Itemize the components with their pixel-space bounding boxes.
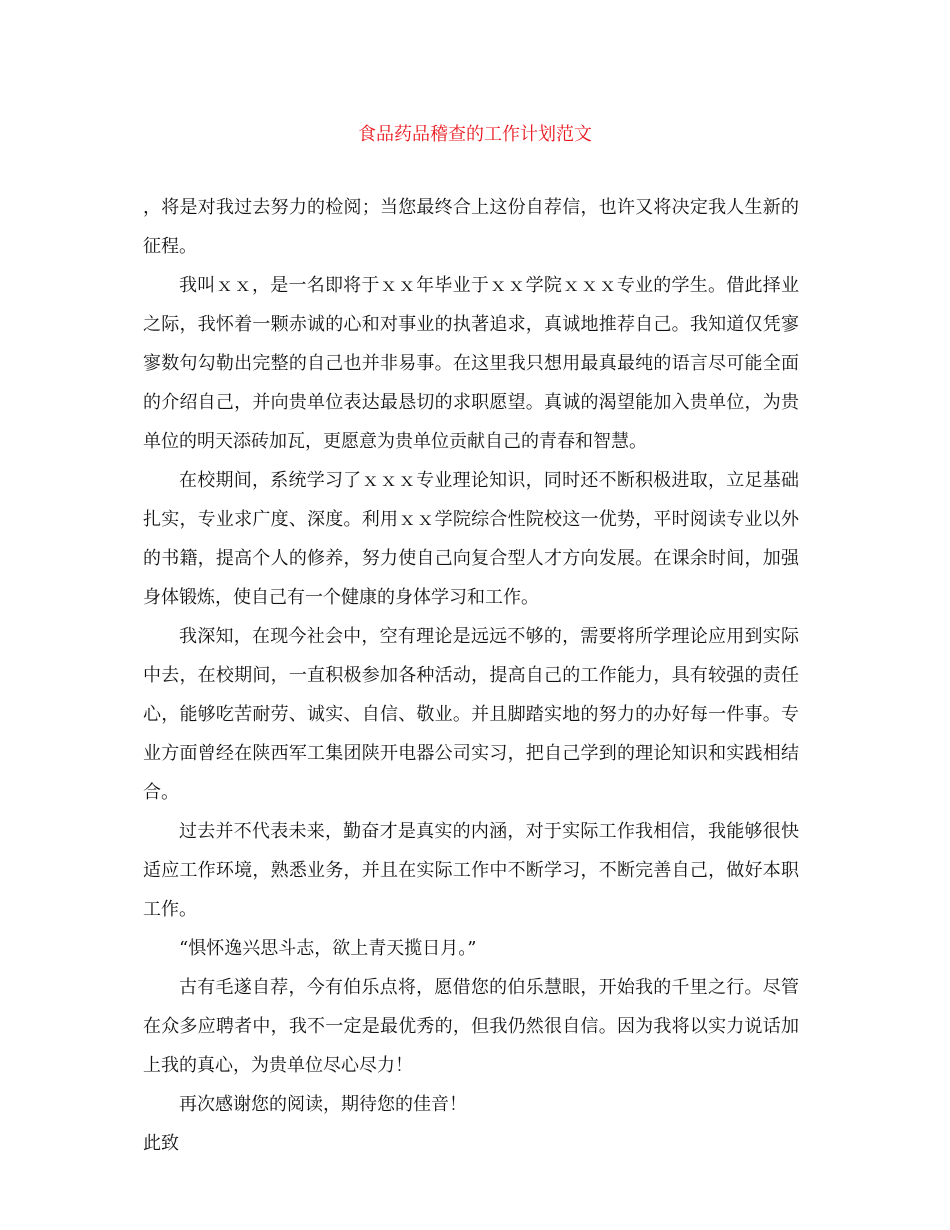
paragraph-quote: “惧怀逸兴思斗志，欲上青天揽日月。” <box>179 938 477 959</box>
paragraph-opening: ，将是对我过去努力的检阅；当您最终合上这份自荐信，也许又将决定我人生新的征程。 <box>143 197 799 257</box>
paragraph-introduction: 我叫ｘｘ，是一名即将于ｘｘ年毕业于ｘｘ学院ｘｘｘ专业的学生。借此择业之际，我怀着一颗赤诚的心和对事业的执著追求，真诚地推荐自己。我知道仅凭寥寥数句勾勒出完整的自己也并非易事。在这里我只想用最真最纯的语言尽可能全面的介绍自己，并向贵单位表达最恳切的求职愿望。真诚的渴望能加入贵单位，为贵单位的明天添砖加瓦，更愿意为贵单位贡献自己的青春和智慧。 <box>143 275 799 452</box>
paragraph-thanks: 再次感谢您的阅读，期待您的佳音！ <box>179 1094 467 1115</box>
document-body <box>143 188 799 1163</box>
paragraph-future: 过去并不代表未来，勤奋才是真实的内涵，对于实际工作我相信，我能够很快适应工作环境，熟悉业务，并且在实际工作中不断学习，不断完善自己，做好本职工作。 <box>143 821 799 920</box>
paragraph-school-study: 在校期间，系统学习了ｘｘｘ专业理论知识，同时还不断积极进取，立足基础扎实，专业求广度、深度。利用ｘｘ学院综合性院校这一优势，平时阅读专业以外的书籍，提高个人的修养，努力使自己向复合型人才方向发展。在课余时间，加强身体锻炼，使自己有一个健康的身体学习和工作。 <box>143 470 799 608</box>
paragraph-self-recommendation: 古有毛遂自荐，今有伯乐点将，愿借您的伯乐慧眼，开始我的千里之行。尽管在众多应聘者中，我不一定是最优秀的，但我仍然很自信。因为我将以实力说话加上我的真心，为贵单位尽心尽力！ <box>143 977 799 1076</box>
paragraph-practice: 我深知，在现今社会中，空有理论是远远不够的，需要将所学理论应用到实际中去，在校期间，一直积极参加各种活动，提高自己的工作能力，具有较强的责任心，能够吃苦耐劳、诚实、自信、敬业。并且脚踏实地的努力的办好每一件事。专业方面曾经在陕西军工集团陕开电器公司实习，把自己学到的理论知识和实践相结合。 <box>143 626 799 803</box>
paragraph-closing: 此致 <box>143 1133 179 1154</box>
document-title: 食品药品稽查的工作计划范文 <box>358 124 592 145</box>
